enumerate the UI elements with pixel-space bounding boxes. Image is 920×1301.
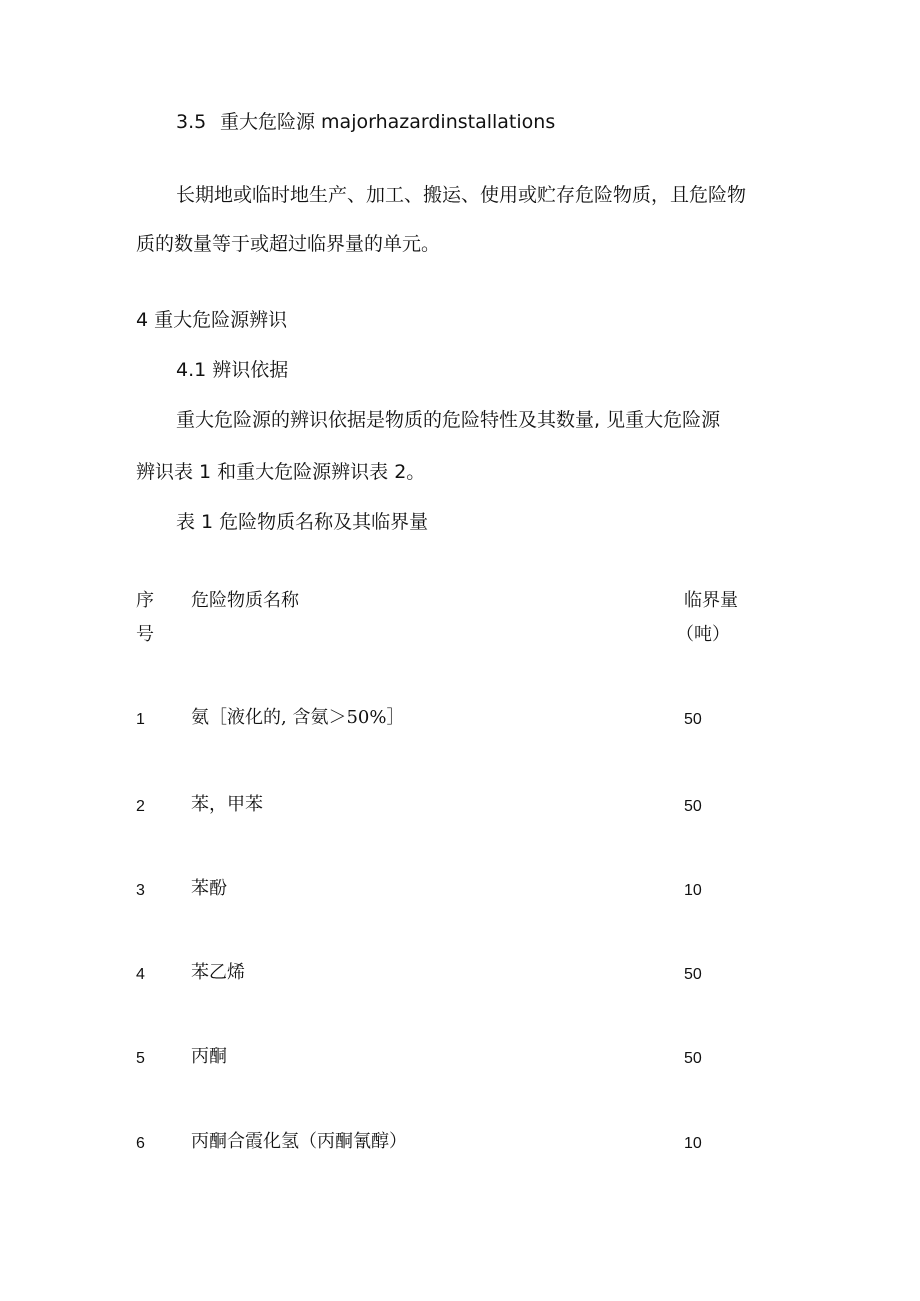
section-3-5-number: 3.5 <box>176 111 207 133</box>
header-name: 危险物质名称 <box>191 590 299 611</box>
row-substance-name: 丙酮合霞化氢（丙酮氰醇） <box>191 1131 407 1152</box>
row-substance-name: 苯乙烯 <box>191 962 245 983</box>
header-quantity-line1: 临界量 <box>684 590 738 611</box>
section-3-5-title: 重大危险源 majorhazardinstallations <box>220 111 556 133</box>
table-caption: 表 1 危险物质名称及其临界量 <box>176 511 429 533</box>
row-substance-name: 苯，甲苯 <box>191 794 263 815</box>
row-quantity: 50 <box>684 1050 702 1067</box>
row-quantity: 10 <box>684 882 702 899</box>
row-index: 2 <box>136 798 145 815</box>
section-4-1-para-line1: 重大危险源的辨识依据是物质的危险特性及其数量, 见重大危险源 <box>176 409 721 431</box>
row-substance-name: 苯酚 <box>191 878 227 899</box>
row-quantity: 50 <box>684 711 702 728</box>
header-index-line2: 号 <box>136 624 154 645</box>
row-index: 5 <box>136 1050 145 1067</box>
row-index: 6 <box>136 1135 145 1152</box>
header-index-line1: 序 <box>136 590 154 611</box>
section-4-1-para-line2: 辨识表 1 和重大危险源辨识表 2。 <box>136 461 426 483</box>
row-quantity: 10 <box>684 1135 702 1152</box>
section-3-5-body-line1: 长期地或临时地生产、加工、搬运、使用或贮存危险物质，且危险物 <box>176 184 747 206</box>
row-index: 3 <box>136 882 145 899</box>
row-index: 1 <box>136 711 145 728</box>
section-3-5-body-line2: 质的数量等于或超过临界量的单元。 <box>136 233 441 255</box>
row-substance-name: 丙酮 <box>191 1046 227 1067</box>
row-quantity: 50 <box>684 966 702 983</box>
row-substance-name: 氨［液化的, 含氨＞50%］ <box>191 707 405 728</box>
section-4-heading: 4 重大危险源辨识 <box>136 309 288 331</box>
row-quantity: 50 <box>684 798 702 815</box>
row-index: 4 <box>136 966 145 983</box>
section-4-1-heading: 4.1 辨识依据 <box>176 359 289 381</box>
header-quantity-line2: （吨） <box>676 624 730 645</box>
